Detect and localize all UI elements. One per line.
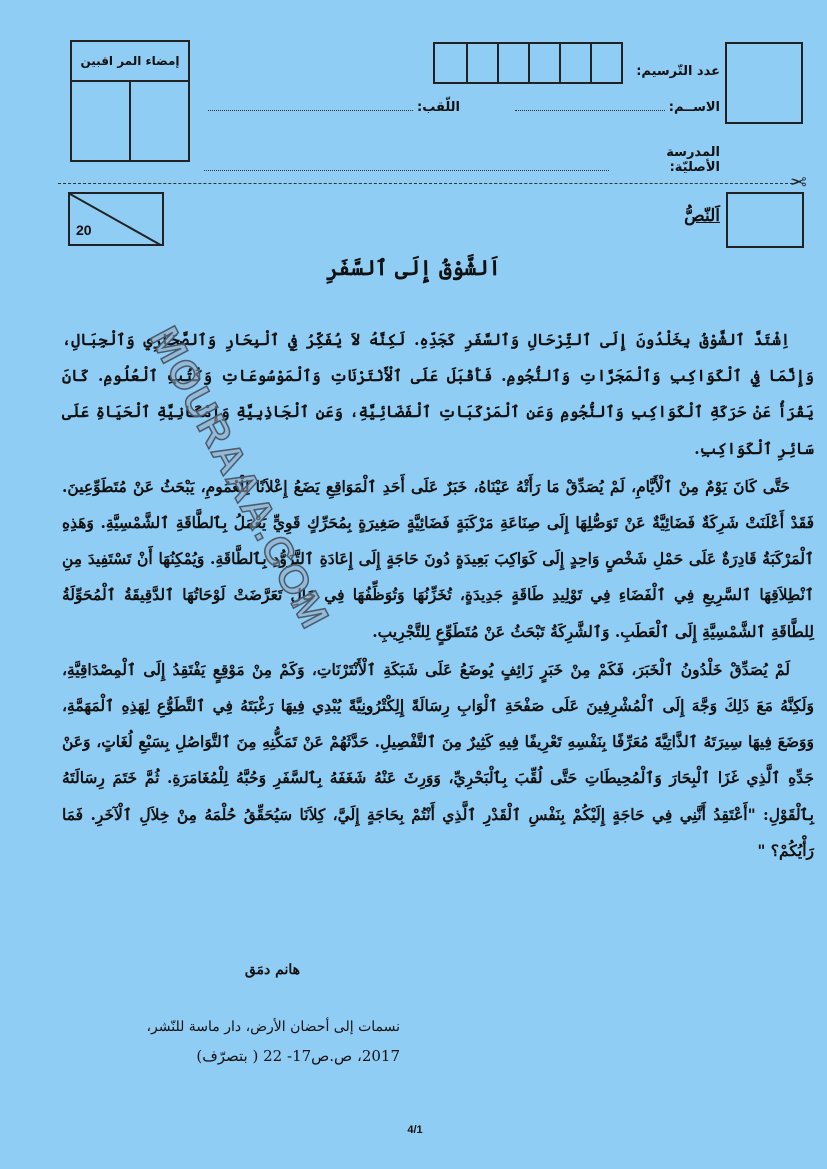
surname-label: اللّقب:	[417, 100, 460, 115]
watermark: MOURAAA.COM	[141, 320, 338, 637]
page-number: 4/1	[407, 1124, 423, 1136]
name-input-line[interactable]	[515, 109, 665, 111]
surname-field	[200, 100, 460, 115]
max-score: 20	[76, 222, 92, 238]
paragraph: حَتَّى كَانَ يَوْمٌ مِنْ ٱلْأَيَّامِ، لَمْ يُصَدِّقْ مَا رَأَتْهُ عَيْنَاهُ، خَبَرٌ عَلَى أَحَدِ ٱلْمَوَاقِعِ يَضَعُ إِعْلاَنًا لِلْعُمُومِ، يَبْحَثُ عَنْ مُتَطَوِّعِينَ. فَقَدْ أَعْلَنَتْ شَرِكَةٌ فَضَائِيَّةٌ عَنْ تَوَصُّلِهَا إِلَى صِنَاعَةِ مَرْكَبَةٍ فَضَائِيَّةٍ صَغِيرَةٍ بِمُحَرِّكٍ قَوِيٍّ يَعْمَلُ بِٱلطَّاقَةِ ٱلشَّمْسِيَّةِ. وَهَذِهِ ٱلْمَرْكَبَةُ قَادِرَةٌ عَلَى حَمْلِ شَخْصٍ وَاحِدٍ إِلَى كَوَاكِبَ بَعِيدَةٍ دُونَ حَاجَةٍ إِلَى إِعَادَةِ ٱلتَّزَوُّدِ بِٱلطَّاقَةِ. وَيُمْكِنُهَا أَنْ تَسْتَفِيدَ مِنِ ٱنْطِلاَقِهَا ٱلسَّرِيعِ فِي ٱلْفَضَاءِ فِي تَوْلِيدِ طَاقَةٍ جَدِيدَةٍ، تُخَزِّنُهَا وَتُوَظِّفُهَا فِي حَالِ تَعَرَّضَتْ لَوْحَاتُهَا ٱلدَّقِيقَةُ ٱلْمُحَوِّلَةُ لِلطَّاقَةِ ٱلشَّمْسِيَّةِ إِلَى ٱلْعَطَبِ. وَٱلشَّرِكَةُ تَبْحَثُ عَنْ مُتَطَوِّعٍ لِلتَّجْرِيبِ.	[62, 476, 814, 641]
diagonal-line-icon	[70, 194, 164, 246]
text-title: اَلشَّوْقُ إِلَى ٱلسَّفَرِ	[326, 255, 501, 280]
mark-box	[726, 192, 804, 248]
surname-input-line[interactable]	[208, 109, 413, 111]
photo-box	[725, 42, 803, 124]
school-label: المدرسة الأصليّة:	[666, 145, 720, 175]
proctor-signature-cell[interactable]	[72, 82, 129, 160]
registration-digit-box[interactable]	[559, 44, 590, 82]
registration-digit-box[interactable]	[466, 44, 497, 82]
proctor-signature-label: إمضاء المر اقبين	[72, 42, 188, 82]
registration-digit-box[interactable]	[528, 44, 559, 82]
proctor-signature-cell[interactable]	[129, 82, 188, 160]
school-field	[200, 145, 720, 175]
name-label: الاســم:	[668, 100, 720, 115]
proctor-signature-box	[70, 40, 190, 162]
name-field	[420, 100, 720, 115]
registration-digit-box[interactable]	[590, 44, 621, 82]
paragraph: اِشْتَدَّ ٱلشَّوْقُ بِخَلْدُونَ إِلَى ٱلتِّرْحَالِ وَٱلسَّفَرِ كَجَدِّهِ. لَكِنَّهُ لاَ يُفَكِّرُ فِي ٱلْبِحَارِ وَٱلصَّحَارِي وَٱلْجِبَالِ، وَإِنَّمَا فِي ٱلْكَوَاكِبِ وَٱلْمَجَرَّاتِ وَٱلنُّجُومِ. فَأَقْبَلَ عَلَى ٱلْأَنْتَرْنَاتِ وَٱلْمَوْسُوعَاتِ وَكُتُبِ ٱلْعُلُومِ. كَانَ يَقْرَأُ عَنْ حَرَكَةِ ٱلْكَوَاكِبِ وَٱلنُّجُومِ وَعَنِ ٱلْمَرْكَبَاتِ ٱلْفَضَائِيَّةِ، وَعَنِ ٱلْجَاذِبِيَّةِ وَإِمْكَانِيَّةِ ٱلْحَيَاةِ عَلَى سَائِرِ ٱلْكَوَاكِبِ.	[62, 330, 814, 458]
source-book: نسمات إلى أحضان الأرض، دار ماسة للنّشر،	[146, 1019, 400, 1035]
paragraph: لَمْ يُصَدِّقْ خَلْدُونُ ٱلْخَبَرَ، فَكَمْ مِنْ خَبَرٍ زَائِفٍ يُوضَعُ عَلَى شَبَكَةِ ٱلْأَنْتَرْنَاتِ، وَكَمْ مِنْ مَوْقِعٍ يَفْتَقِدُ إِلَى ٱلْمِصْدَاقِيَّةِ، وَلَكِنَّهُ مَعَ ذَلِكَ وَجَّهَ إِلَى ٱلْمُشْرِفِينَ عَلَى صَفْحَةِ ٱلْوَابِ رِسَالَةً إِلِكْتْرُونِيَّةً يُبْدِي فِيهَا رَغْبَتَهُ فِي ٱلتَّطَوُّعِ لِهَذِهِ ٱلْمَهَمَّةِ، وَوَضَعَ فِيهَا سِيرَتَهُ ٱلذَّاتِيَّةَ مُعَرِّفًا بِنَفْسِهِ تَعْرِيفًا فِيهِ كَثِيرٌ مِنَ ٱلتَّفْصِيلِ. حَدَّثَهُمْ عَنْ تَمَكُّنِهِ مِنَ ٱلتَّوَاصُلِ بِسَبْعِ لُغَاتٍ، وَعَنْ جَدِّهِ ٱلَّذِي غَزَا ٱلْبِحَارَ وَٱلْمُحِيطَاتِ حَتَّى لُقِّبَ بِٱلْبَحْرِيِّ، وَوَرِثَ عَنْهُ شَغَفَهُ بِٱلسَّفَرِ وَحُبَّهُ لِلْمُغَامَرَةِ. ثُمَّ خَتَمَ رِسَالَتَهُ بِٱلْقَوْلِ: "أَعْتَقِدُ أَنَّنِي فِي حَاجَةٍ إِلَيْكُمْ بِنَفْسِ ٱلْقَدْرِ ٱلَّذِي أَنْتُمْ بِحَاجَةٍ إِلَيَّ، كِلاَنَا سَيُحَقِّقُ حُلْمَهُ مِنْ خِلاَلِ ٱلْآخَرِ. فَمَا رَأْيُكُمْ؟ "	[62, 659, 814, 860]
source-details: 2017، ص.ص17- 22 ( بتصرّف)	[196, 1047, 400, 1065]
reading-text	[62, 322, 814, 871]
cut-line	[58, 183, 793, 184]
section-label: اَلنّصُّ	[684, 206, 720, 226]
author: هانم دمَق	[244, 962, 300, 978]
school-input-line[interactable]	[204, 169, 609, 171]
registration-label: عدد التّرسيم:	[636, 64, 720, 79]
registration-digit-box[interactable]	[435, 44, 466, 82]
registration-digit-box[interactable]	[497, 44, 528, 82]
registration-number-boxes	[433, 42, 623, 84]
score-box	[68, 192, 164, 246]
scissors-icon: ✂	[790, 170, 807, 194]
